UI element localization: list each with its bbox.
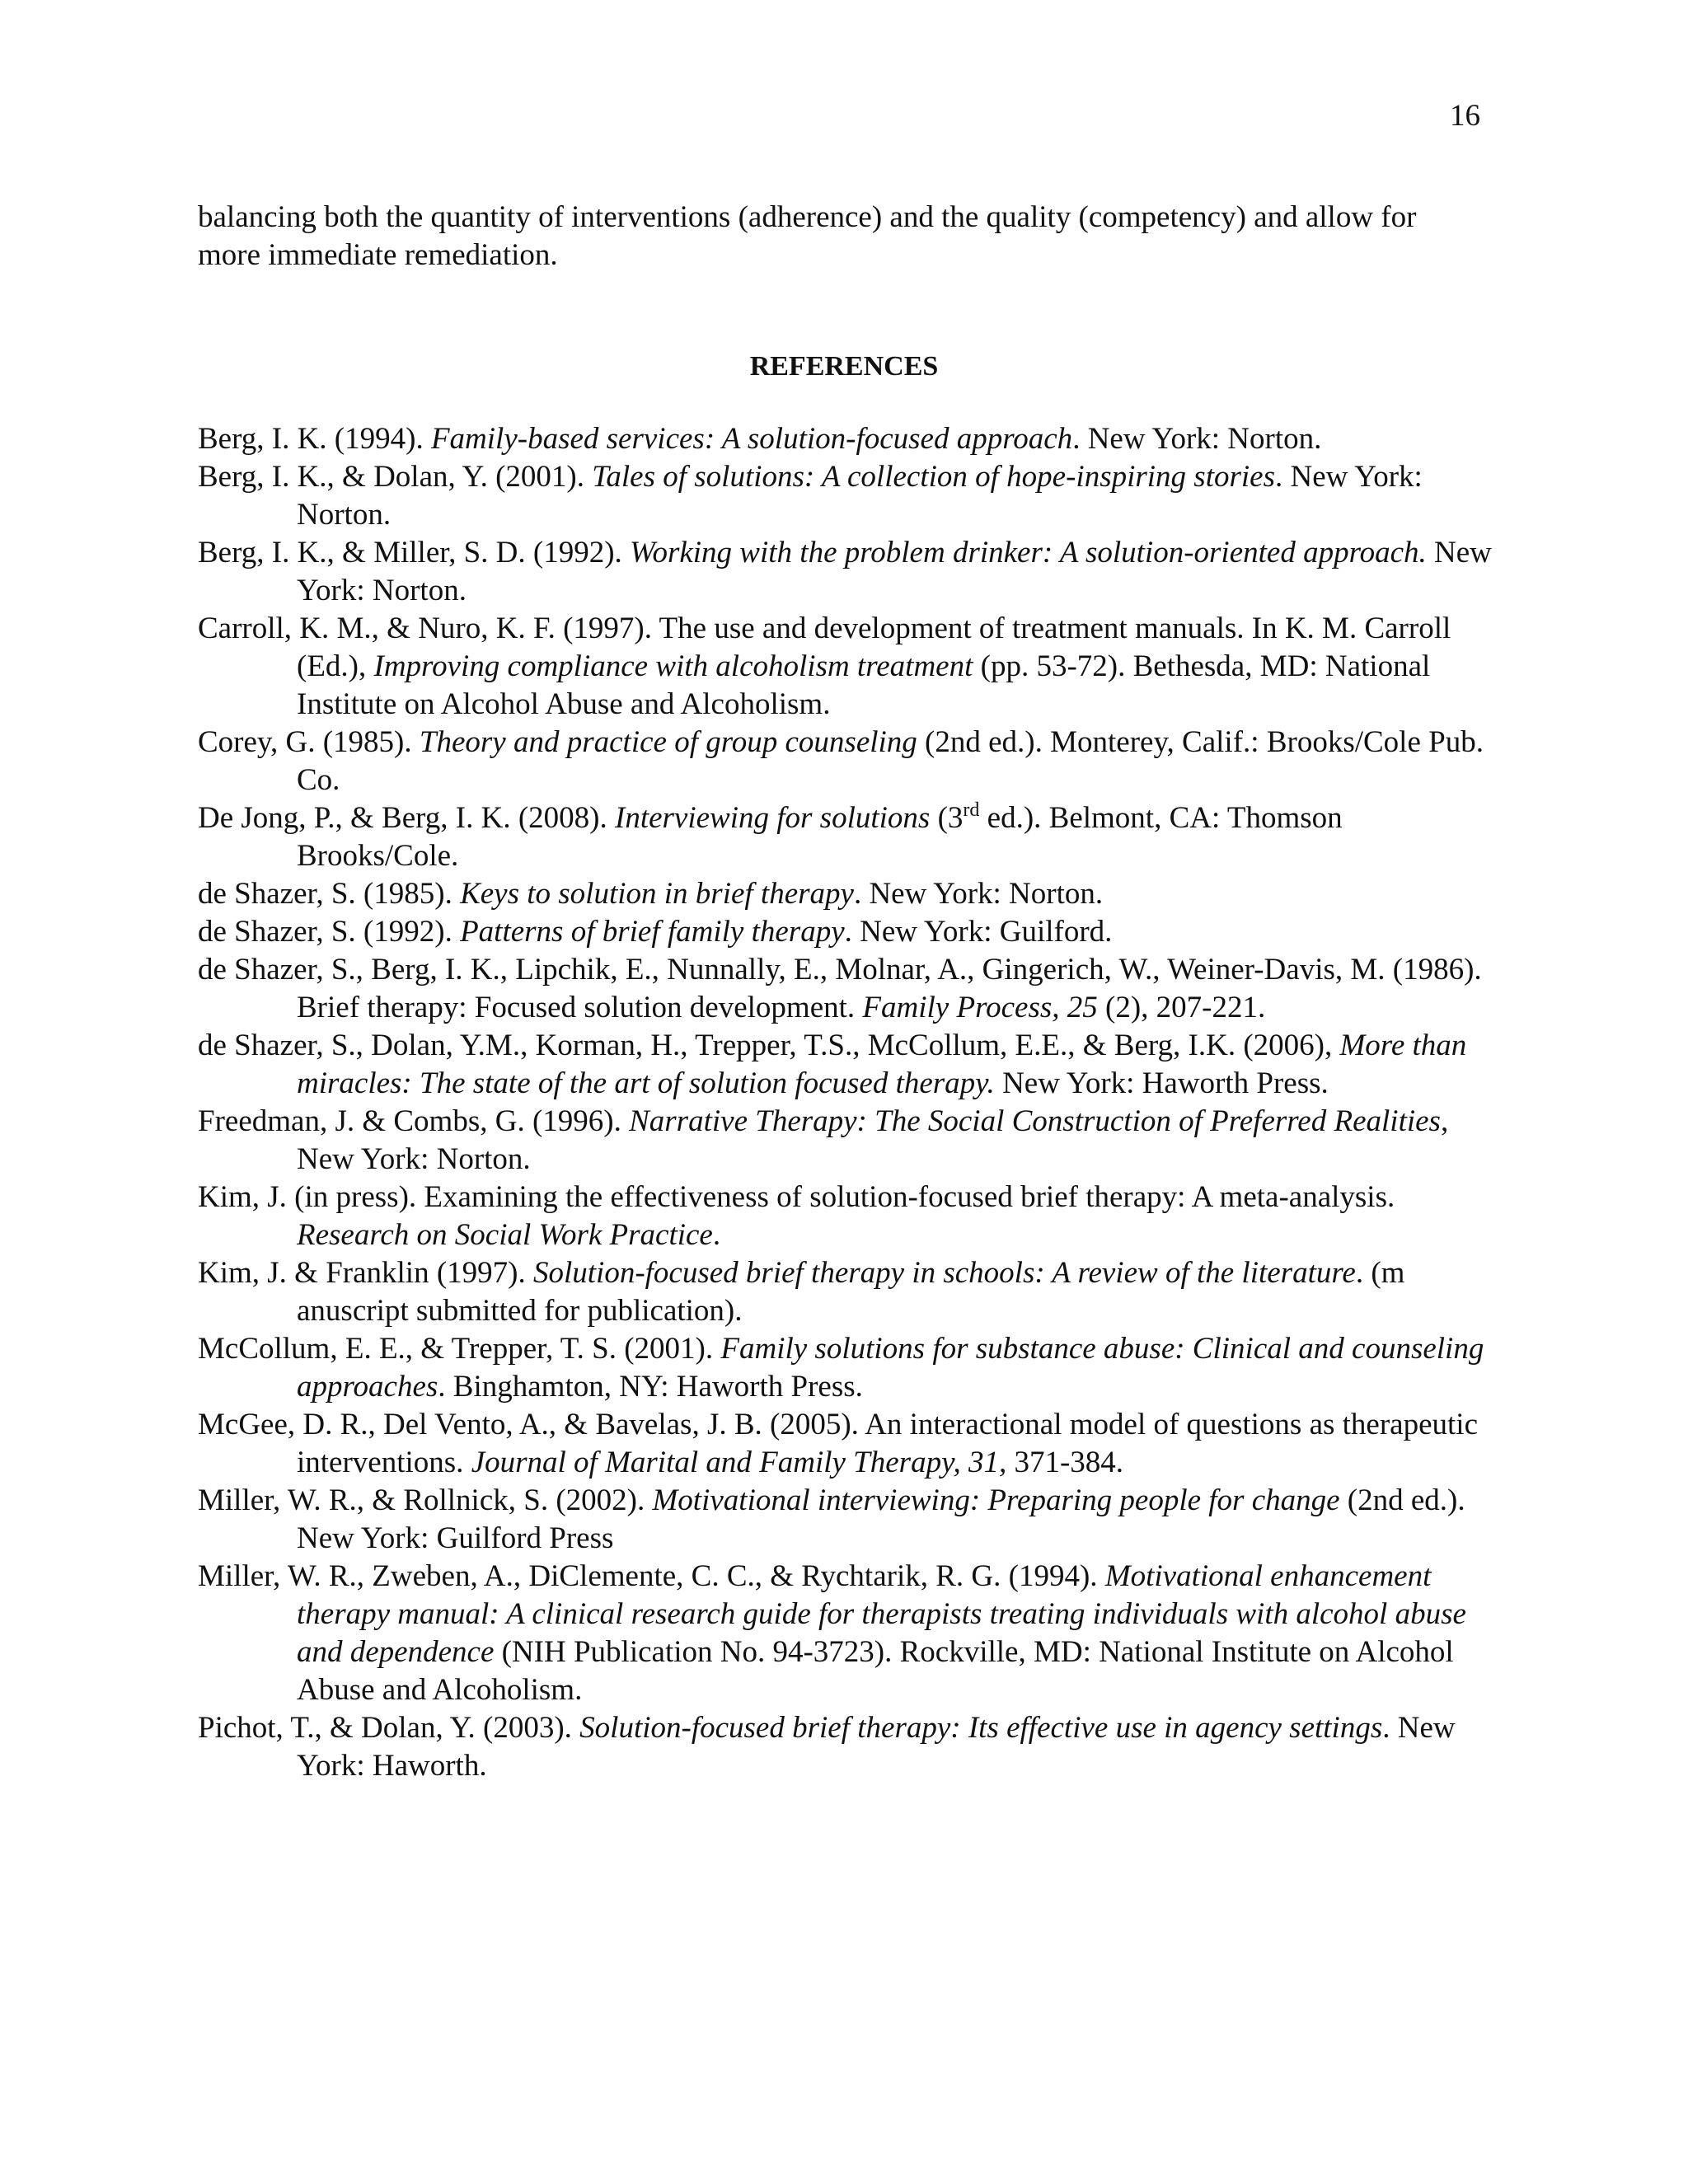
intro-paragraph: balancing both the quantity of interventions (adherence) and the quality (competency) and allow for more immediate remediation.	[198, 200, 1417, 272]
reference-entry: de Shazer, S., Dolan, Y.M., Korman, H., Trepper, T.S., McCollum, E.E., & Berg, I.K. (2006), More than miracles: The state of the art of solution focused therapy. New York: Haworth Press.	[198, 1029, 1467, 1100]
reference-entry: Pichot, T., & Dolan, Y. (2003). Solution-focused brief therapy: Its effective use in agency settings. New York: Haworth.	[198, 1711, 1456, 1783]
reference-entry: Corey, G. (1985). Theory and practice of group counseling (2nd ed.). Monterey, Calif.: Brooks/Cole Pub. Co.	[198, 725, 1484, 797]
reference-entry: De Jong, P., & Berg, I. K. (2008). Interviewing for solutions (3rd ed.). Belmont, CA: Thomson Brooks/Cole.	[198, 799, 1343, 873]
references-heading: REFERENCES	[749, 351, 939, 382]
reference-entry: Miller, W. R., Zweben, A., DiClemente, C. C., & Rychtarik, R. G. (1994). Motivational enhancement therapy manual: A clinical research guide for therapists treating individuals with alcohol abuse and dependence (NIH Publication No. 94-3723). Rockville, MD: National Institute on Alcohol Abuse and Alcoholism.	[198, 1559, 1466, 1707]
reference-entry: McGee, D. R., Del Vento, A., & Bavelas, J. B. (2005). An interactional model of questions as therapeutic interventions. Journal of Marital and Family Therapy, 31, 371-384.	[198, 1408, 1479, 1479]
reference-entry: Carroll, K. M., & Nuro, K. F. (1997). The use and development of treatment manuals. In K. M. Carroll (Ed.), Improving compliance with alcoholism treatment (pp. 53-72). Bethesda, MD: National Institute on Alcohol Abuse and Alcoholism.	[198, 612, 1451, 721]
page-number: 16	[1450, 99, 1480, 133]
reference-entry: de Shazer, S., Berg, I. K., Lipchik, E., Nunnally, E., Molnar, A., Gingerich, W., Weiner-Davis, M. (1986). Brief therapy: Focused solution development. Family Process, 25 (2), 207-221.	[198, 953, 1482, 1024]
reference-entry: de Shazer, S. (1992). Patterns of brief family therapy. New York: Guilford.	[198, 915, 1113, 949]
reference-entry: Kim, J. & Franklin (1997). Solution-focused brief therapy in schools: A review of the literature. (m anuscript submitted for publication).	[198, 1256, 1405, 1328]
reference-entry: Berg, I. K., & Miller, S. D. (1992). Working with the problem drinker: A solution-oriented approach. New York: Norton.	[198, 536, 1492, 607]
reference-entry: Kim, J. (in press). Examining the effectiveness of solution-focused brief therapy: A meta-analysis. Research on Social Work Practice.	[198, 1180, 1395, 1252]
reference-entry: Miller, W. R., & Rollnick, S. (2002). Motivational interviewing: Preparing people for change (2nd ed.). New York: Guilford Press	[198, 1483, 1465, 1555]
reference-entry: McCollum, E. E., & Trepper, T. S. (2001). Family solutions for substance abuse: Clinical and counseling approaches. Binghamton, NY: Haworth Press.	[198, 1332, 1484, 1404]
reference-list	[198, 420, 1508, 1785]
reference-entry: Berg, I. K. (1994). Family-based services: A solution-focused approach. New York: Norton.	[198, 422, 1322, 456]
reference-entry: de Shazer, S. (1985). Keys to solution in brief therapy. New York: Norton.	[198, 877, 1104, 911]
reference-entry: Berg, I. K., & Dolan, Y. (2001). Tales of solutions: A collection of hope-inspiring stories. New York: Norton.	[198, 460, 1423, 532]
reference-entry: Freedman, J. & Combs, G. (1996). Narrative Therapy: The Social Construction of Preferred Realities, New York: Norton.	[198, 1104, 1449, 1176]
